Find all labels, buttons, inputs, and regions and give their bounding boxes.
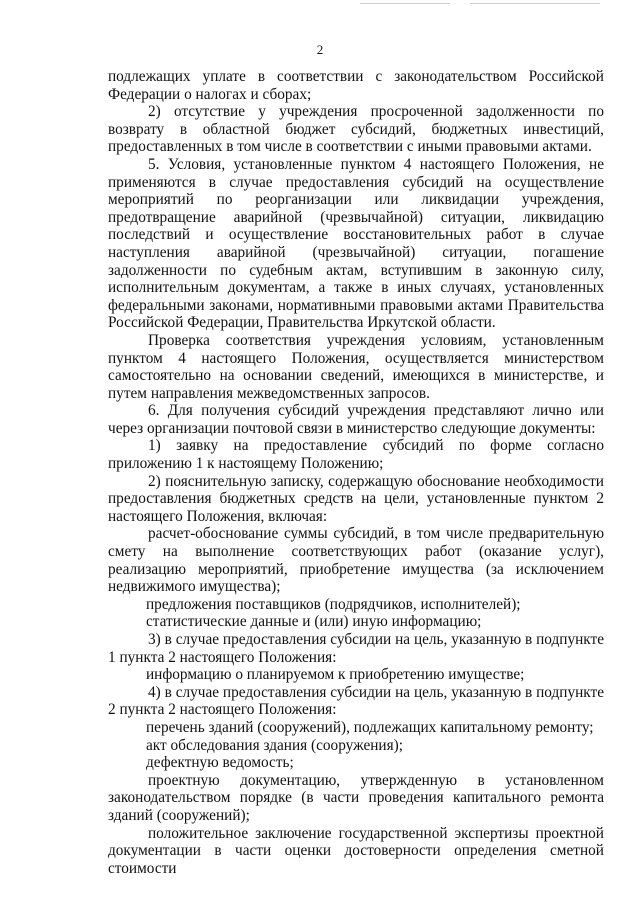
paragraph: перечень зданий (сооружений), подлежащих капитальному ремонту; [146,718,594,736]
paragraph: подлежащих уплате в соответствии с законодательством Российской Федерации о налогах и сборах; [108,68,604,103]
paragraph: дефектную ведомость; [146,754,294,772]
paragraph: проектную документацию, утвержденную в установленном законодательством порядке (в части проведения капитального ремонта зданий (сооружений); [108,771,604,824]
paragraph: 1) заявку на предоставление субсидий по форме согласно приложению 1 к настоящему Положению; [108,437,604,473]
paragraph: 5. Условия, установленные пунктом 4 настоящего Положения, не применяются в случае предоставления субсидий на осуществление мероприятий по реорганизации или ликвидации учреждения, предотвращение аварийной (чрезвычайной) ситуации, ликвидацию последствий и осуществление восстановительных работ в случае наступления аварийной (чрезвычайной) ситуации, погашение задолженности по судебным актам, вступившим в законную силу, исполнительным документам, а также в иных случаях, установленных федеральными законами, нормативными правовыми актами Правительства Российской Федерации, Правительства Иркутской области. [108,155,604,332]
paragraph: 3) в случае предоставления субсидии на цель, указанную в подпункте 1 пункта 2 настоящего Положения: [108,631,604,666]
paragraph: положительное заключение государственной экспертизы проектной документации в части оценки достоверности определения сметной стоимости [108,824,604,877]
paragraph: 6. Для получения субсидий учреждения представляют лично или через организации почтовой связи в министерство следующие документы: [108,402,604,437]
scan-artifact [360,3,450,4]
paragraph: статистические данные и (или) иную информацию; [146,613,482,631]
paragraph: информацию о планируемом к приобретению имуществе; [146,666,525,684]
paragraph: предложения поставщиков (подрядчиков, исполнителей); [146,595,521,613]
scan-artifact [470,3,600,4]
paragraph: акт обследования здания (сооружения); [146,736,403,754]
document-body [108,68,604,877]
paragraph: 2) отсутствие у учреждения просроченной задолженности по возврату в областной бюджет субсидий, бюджетных инвестиций, предоставленных в том числе в соответствии с иными правовыми актами. [108,103,604,156]
page-number: 2 [316,42,324,57]
paragraph: 2) пояснительную записку, содержащую обоснование необходимости предоставления бюджетных средств на цели, установленные пунктом 2 настоящего Положения, включая: [108,472,604,525]
paragraph: Проверка соответствия учреждения условиям, установленным пунктом 4 настоящего Положения, осуществляется министерством самостоятельно на основании сведений, имеющихся в министерстве, и путем направления межведомственных запросов. [108,331,604,402]
paragraph: расчет-обоснование суммы субсидий, в том числе предварительную смету на выполнение соответствующих работ (оказание услуг), реализацию мероприятий, приобретение имущества (за исключением недвижимого имущества); [108,525,604,596]
paragraph: 4) в случае предоставления субсидии на цель, указанную в подпункте 2 пункта 2 настоящего Положения: [108,683,604,719]
